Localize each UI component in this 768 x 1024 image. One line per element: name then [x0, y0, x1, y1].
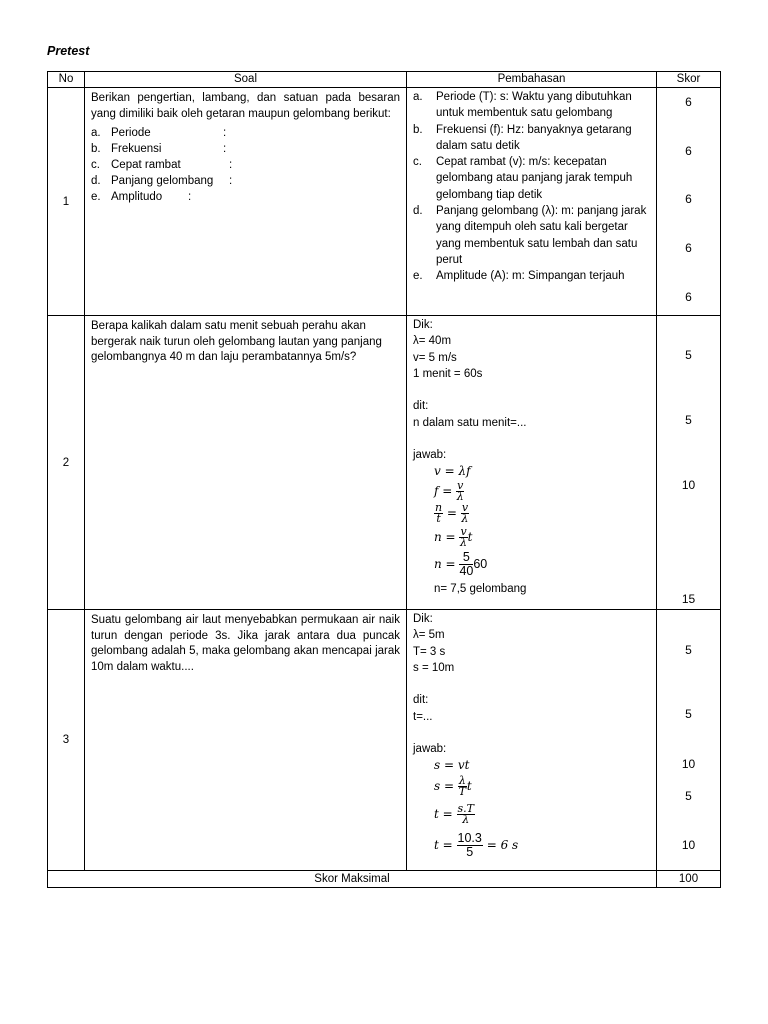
- given-value: 1 menit = 60s: [413, 367, 483, 380]
- header-soal: Soal: [85, 72, 407, 88]
- question-text: Berapa kalikah dalam satu menit sebuah perahu akan bergerak naik turun oleh gelombang lautan yang panjang gelombangnya 40 m dan laju perambatannya 5m/s?: [91, 320, 382, 363]
- question-number: 1: [48, 88, 85, 316]
- list-item: e. Amplitude (A): m: Simpangan terjauh: [413, 270, 625, 283]
- score-value: 5: [685, 413, 692, 427]
- score-value: 6: [685, 192, 692, 206]
- score-value: 5: [685, 789, 692, 803]
- dit-label: dit:: [413, 694, 429, 707]
- dik-label: Dik:: [413, 613, 433, 625]
- question-row-3: [48, 610, 721, 871]
- list-item: b. Frekuensi :: [91, 143, 227, 155]
- score-cell: [657, 316, 721, 610]
- score-value: 6: [685, 95, 692, 109]
- jawab-label: jawab:: [413, 743, 447, 756]
- answer-cell: [407, 610, 657, 871]
- dik-label: Dik:: [413, 319, 433, 331]
- score-value: 5: [685, 348, 692, 362]
- question-row-1: [48, 88, 721, 316]
- list-item: e. Amplitudo :: [91, 191, 192, 203]
- score-value: 15: [681, 592, 696, 606]
- answer-cell: [407, 88, 657, 316]
- given-value: λ= 5m: [413, 629, 445, 642]
- question-text-cell: [85, 88, 407, 316]
- header-no: No: [48, 72, 85, 88]
- score-value: 10: [681, 838, 696, 852]
- list-item: c. Cepat rambat :: [91, 159, 233, 171]
- pretest-table: [47, 71, 721, 888]
- equation: s = $\frac{\lambda}{T}$ t: [434, 773, 472, 798]
- header-skor: Skor: [657, 72, 721, 88]
- score-value: 5: [685, 643, 692, 657]
- page-title: Pretest: [47, 44, 90, 58]
- question-number: 2: [48, 316, 85, 610]
- list-item: c. Cepat rambat (v): m/s: kecepatan gelombang atau panjang jarak tempuh gelombang tiap detik: [413, 156, 633, 201]
- equation: n = $\frac{5}{40}$ 60: [434, 549, 488, 578]
- score-cell: [657, 610, 721, 871]
- header-row: [48, 72, 721, 88]
- score-value: 6: [685, 290, 692, 304]
- score-value: 6: [685, 241, 692, 255]
- header-pembahasan: Pembahasan: [407, 72, 657, 88]
- equation: $\frac{n}{t}$ = $\frac{v}{\lambda}$: [435, 500, 469, 525]
- given-value: v= 5 m/s: [413, 351, 457, 364]
- given-value: λ= 40m: [413, 335, 452, 348]
- result: n= 7,5 gelombang: [434, 582, 527, 595]
- given-value: s = 10m: [413, 661, 455, 674]
- list-item: a. Periode (T): s: Waktu yang dibutuhkan untuk membentuk satu gelombang: [413, 91, 632, 120]
- score-cell: [657, 88, 721, 316]
- total-label: Skor Maksimal: [48, 871, 657, 888]
- equation: t = $\frac{s.T}{\lambda}$: [434, 801, 475, 826]
- equation: s = vt: [434, 757, 470, 772]
- equation: v = λf: [434, 463, 471, 478]
- asked-value: n dalam satu menit=...: [413, 416, 527, 429]
- list-item: d. Panjang gelombang :: [91, 175, 233, 187]
- score-value: 6: [685, 144, 692, 158]
- list-item: b. Frekuensi (f): Hz: banyaknya getarang dalam satu detik: [413, 123, 632, 152]
- equation: t = $\frac{10.3}{5}$ = 6 s: [434, 830, 519, 859]
- question-text-cell: [85, 316, 407, 610]
- question-row-2: [48, 316, 721, 610]
- question-text: Berikan pengertian, lambang, dan satuan pada besaran yang dimiliki baik oleh getaran maupun gelombang berikut:: [91, 92, 400, 120]
- list-item: d. Panjang gelombang (λ): m: panjang jarak yang ditempuh oleh satu kali bergetar yang membentuk satu lembah dan satu perut: [413, 205, 647, 266]
- score-value: 10: [681, 478, 696, 492]
- list-item: a. Periode :: [91, 127, 227, 139]
- equation: n = $\frac{v}{\lambda}$ t: [434, 524, 473, 549]
- option-list: [91, 125, 400, 205]
- question-text-cell: [85, 610, 407, 871]
- question-number: 3: [48, 610, 85, 871]
- total-row: [48, 871, 721, 888]
- question-text: Suatu gelombang air laut menyebabkan permukaan air naik turun dengan periode 3s. Jika jarak antara dua puncak gelombang adalah 5, maka gelombang akan mencapai jarak 10m dalam waktu....: [91, 614, 400, 673]
- asked-value: t=...: [413, 710, 433, 723]
- jawab-label: jawab:: [413, 449, 447, 462]
- total-value: 100: [657, 871, 721, 888]
- score-value: 5: [685, 707, 692, 721]
- score-value: 10: [681, 757, 696, 771]
- dit-label: dit:: [413, 400, 429, 413]
- equation: f = $\frac{v}{\lambda}$: [434, 478, 464, 503]
- given-value: T= 3 s: [413, 645, 446, 658]
- answer-cell: [407, 316, 657, 610]
